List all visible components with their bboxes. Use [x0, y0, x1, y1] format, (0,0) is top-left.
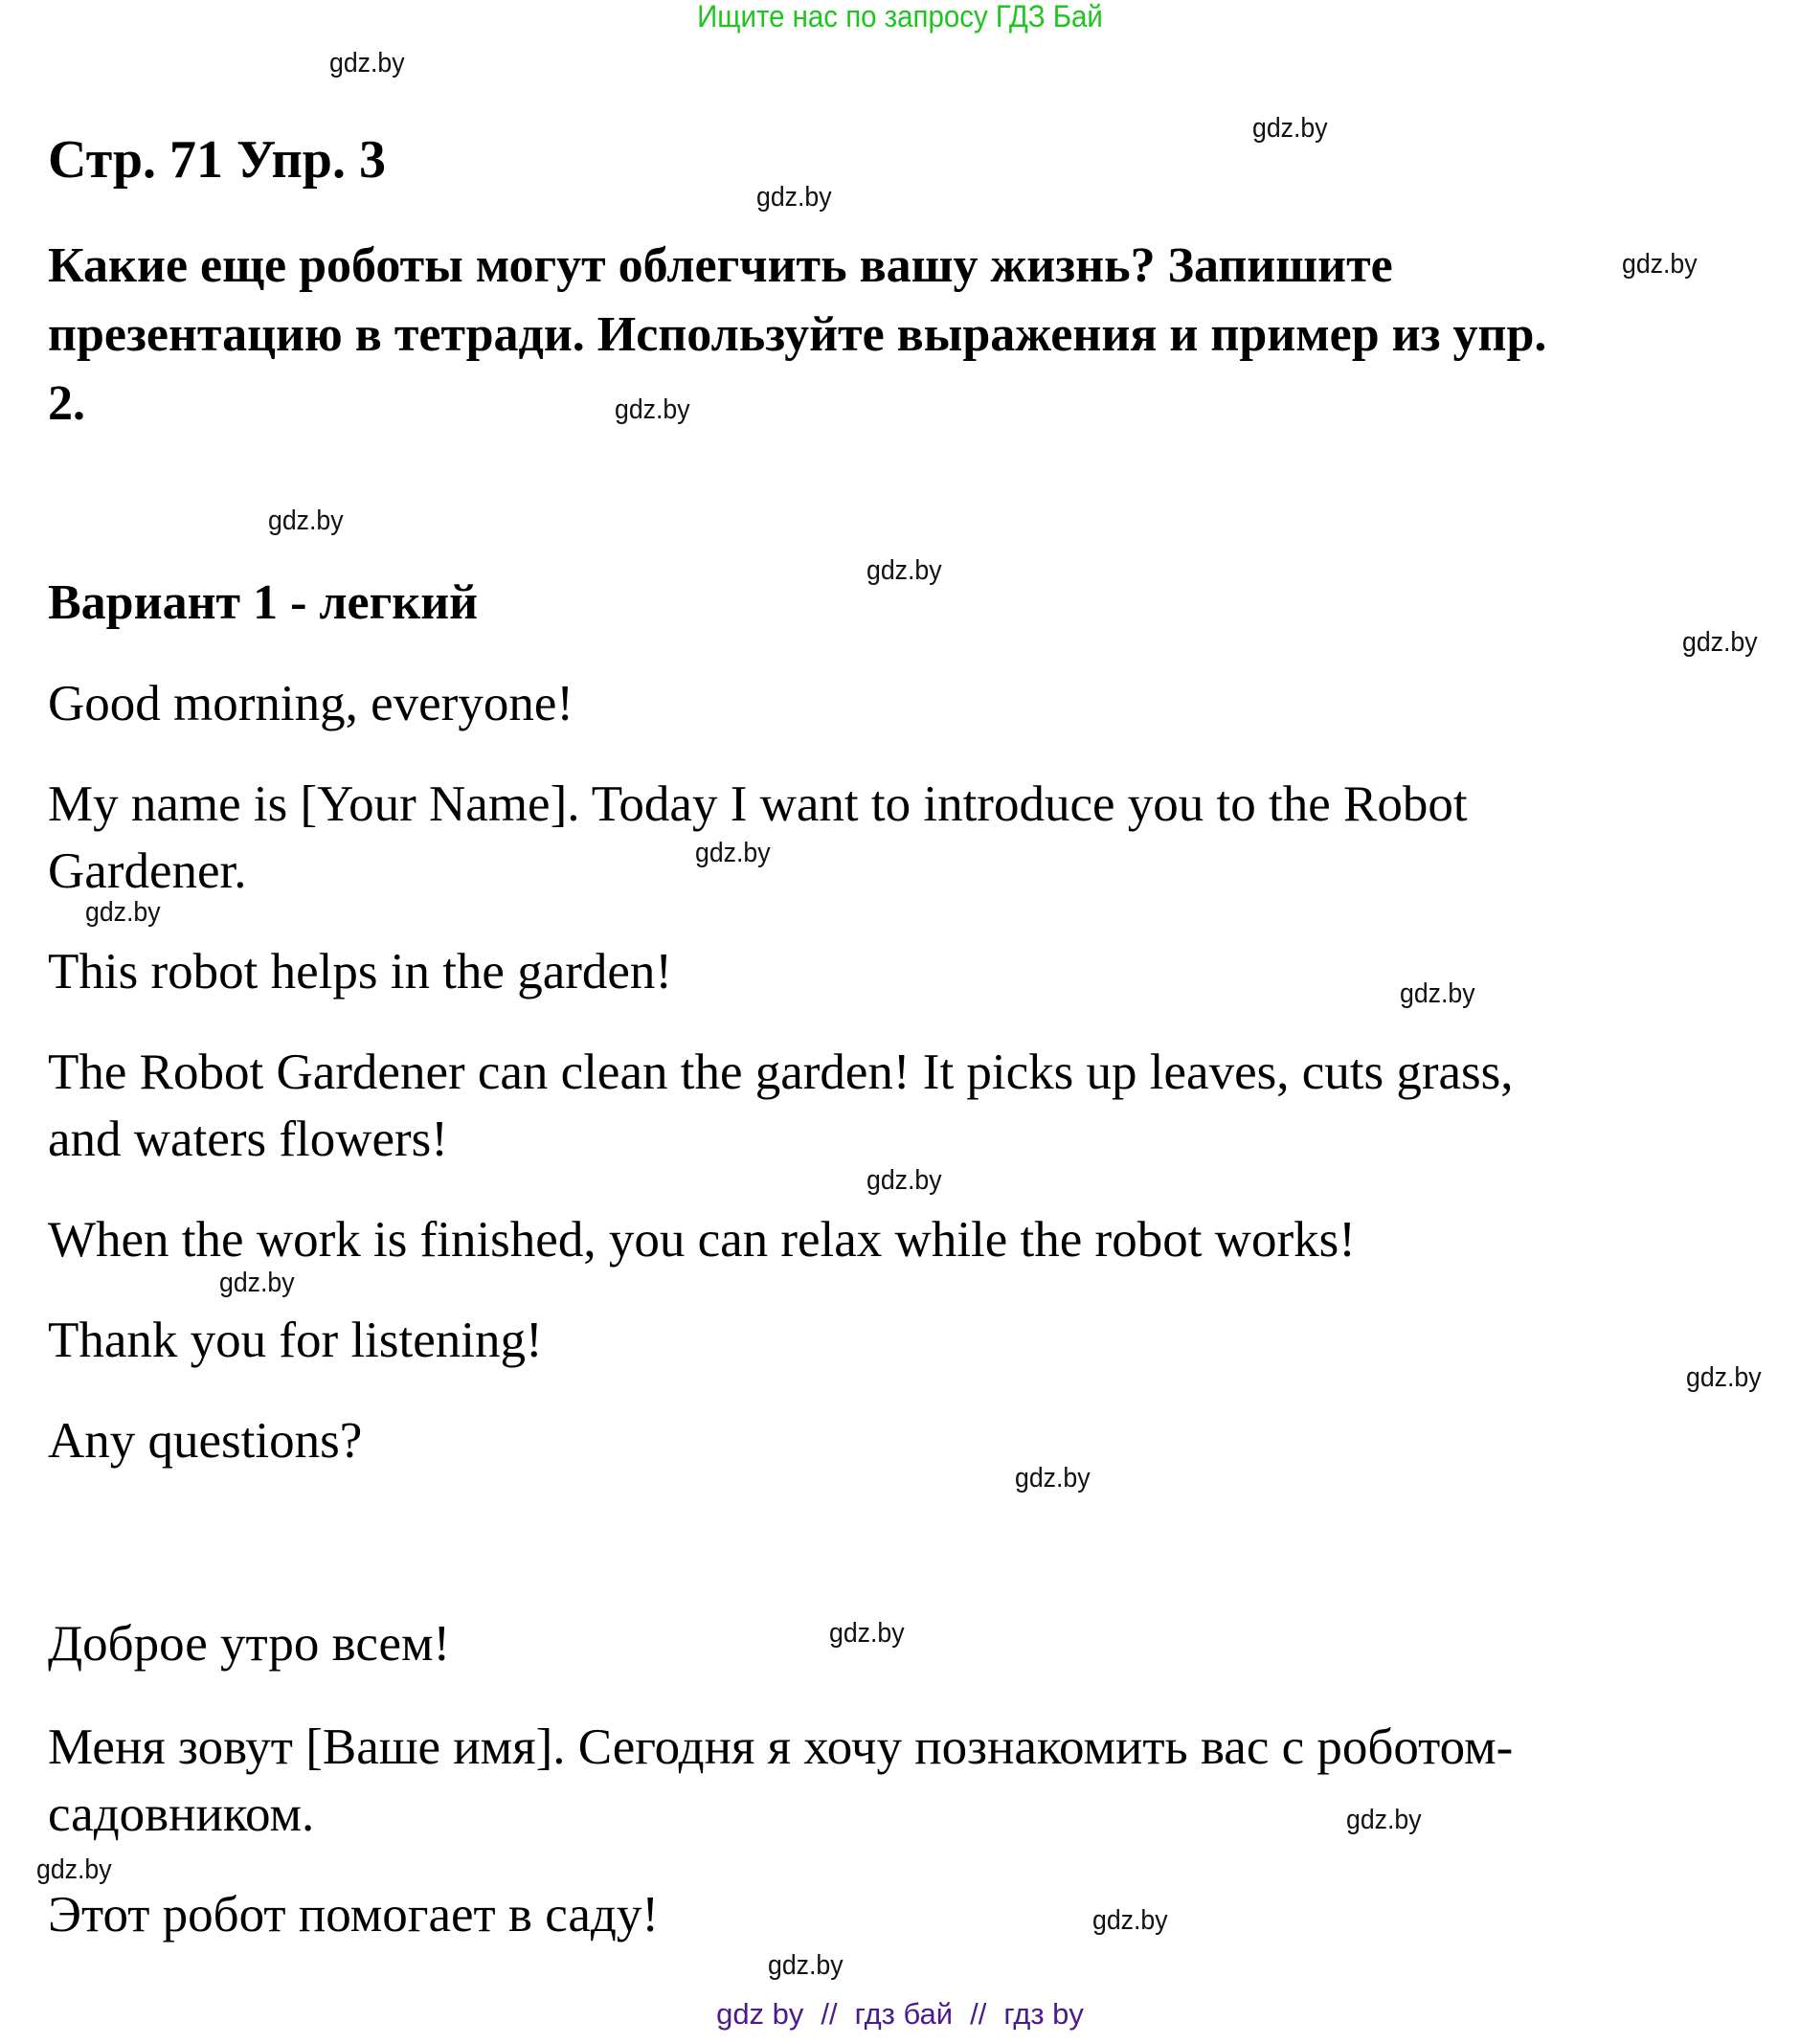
english-line-clean-2: and waters flowers! [48, 1112, 448, 1167]
russian-line-helps: Этот робот помогает в саду! [48, 1887, 660, 1943]
english-line-intro-2: Gardener. [48, 843, 247, 899]
watermark: gdz.by [1686, 1362, 1762, 1393]
english-line-relax: When the work is finished, you can relax while the robot works! [48, 1212, 1356, 1268]
watermark: gdz.by [1400, 978, 1475, 1009]
watermark: gdz.by [866, 555, 942, 586]
english-line-thanks: Thank you for listening! [48, 1313, 543, 1368]
watermark: gdz.by [695, 838, 771, 868]
task-line-3: 2. [48, 376, 85, 431]
english-line-intro-1: My name is [Your Name]. Today I want to introduce you to the Robot [48, 776, 1468, 832]
russian-line-intro-1: Меня зовут [Ваше имя]. Сегодня я хочу познакомить вас с роботом- [48, 1719, 1514, 1775]
page-title: Стр. 71 Упр. 3 [48, 130, 386, 190]
watermark: gdz.by [36, 1854, 112, 1885]
watermark: gdz.by [1252, 113, 1328, 144]
watermark: gdz.by [1622, 249, 1698, 280]
watermark: gdz.by [756, 182, 832, 213]
variant-heading: Вариант 1 - легкий [48, 575, 479, 630]
footer-separator: // [970, 1997, 987, 2031]
task-line-2: презентацию в тетради. Используйте выражения и пример из упр. [48, 307, 1547, 362]
watermark: gdz.by [1346, 1805, 1422, 1835]
watermark: gdz.by [85, 897, 161, 928]
search-banner: Ищите нас по запросу ГДЗ Бай [697, 0, 1103, 34]
footer-link-gdz-by[interactable]: gdz by [716, 1997, 804, 2031]
english-line-helps: This robot helps in the garden! [48, 944, 673, 1000]
footer-separator: // [821, 1997, 838, 2031]
watermark: gdz.by [615, 394, 690, 425]
watermark: gdz.by [1015, 1463, 1091, 1494]
english-line-greeting: Good morning, everyone! [48, 676, 574, 731]
footer-link-gdz-bai[interactable]: гдз бай [854, 1997, 954, 2031]
english-line-clean-1: The Robot Gardener can clean the garden! It picks up leaves, cuts grass, [48, 1044, 1514, 1100]
english-line-questions: Any questions? [48, 1413, 363, 1469]
watermark: gdz.by [866, 1165, 942, 1196]
watermark: gdz.by [829, 1618, 905, 1649]
watermark: gdz.by [768, 1950, 844, 1981]
russian-line-greeting: Доброе утро всем! [48, 1616, 451, 1672]
watermark: gdz.by [219, 1268, 295, 1298]
watermark: gdz.by [329, 48, 405, 79]
watermark: gdz.by [1682, 627, 1758, 658]
footer-link-gdz-by-2[interactable]: гдз by [1003, 1997, 1084, 2031]
watermark: gdz.by [268, 505, 344, 536]
russian-line-intro-2: садовником. [48, 1786, 315, 1842]
footer-links [0, 1997, 1800, 2032]
watermark: gdz.by [1092, 1905, 1168, 1936]
task-line-1: Какие еще роботы могут облегчить вашу жизнь? Запишите [48, 238, 1393, 293]
